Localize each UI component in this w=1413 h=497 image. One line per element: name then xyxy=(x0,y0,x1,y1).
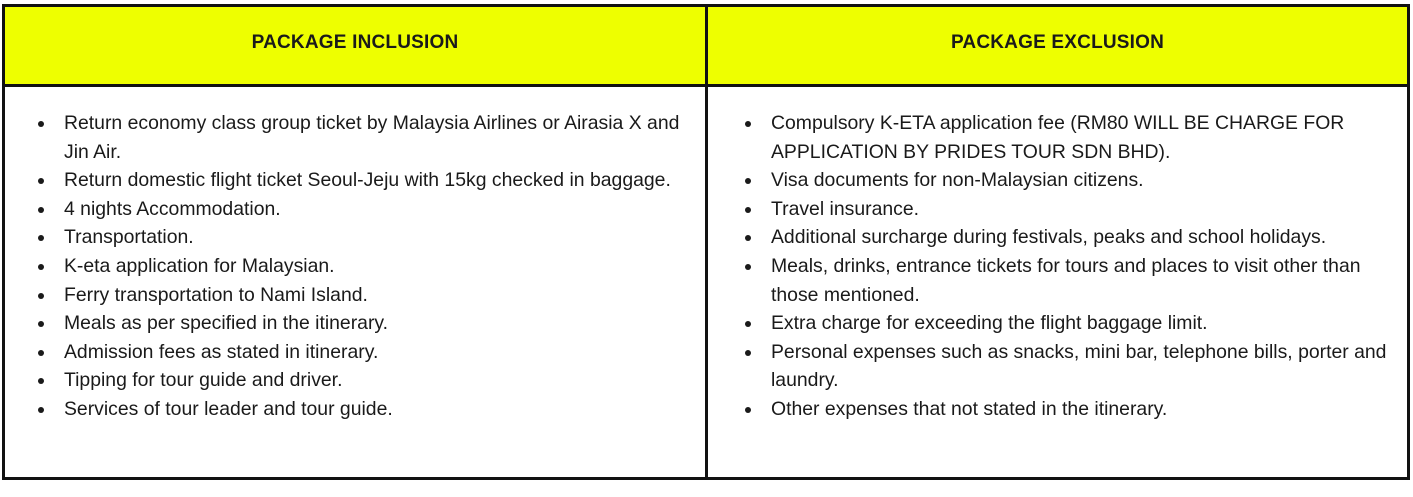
inclusion-body xyxy=(5,87,708,477)
inclusion-list xyxy=(35,109,689,424)
list-item: Transportation. xyxy=(35,223,689,252)
list-item: Return economy class group ticket by Malaysia Airlines or Airasia X and Jin Air. xyxy=(35,109,689,166)
list-item: Personal expenses such as snacks, mini bar, telephone bills, porter and laundry. xyxy=(742,338,1397,395)
exclusion-list xyxy=(742,109,1397,424)
list-item: 4 nights Accommodation. xyxy=(35,195,689,224)
list-item: Services of tour leader and tour guide. xyxy=(35,395,689,424)
list-item: Additional surcharge during festivals, peaks and school holidays. xyxy=(742,223,1397,252)
exclusion-title: PACKAGE EXCLUSION xyxy=(950,31,1165,53)
package-table xyxy=(2,4,1410,480)
list-item: Travel insurance. xyxy=(742,195,1397,224)
list-item: Extra charge for exceeding the flight baggage limit. xyxy=(742,309,1397,338)
list-item: Return domestic flight ticket Seoul-Jeju with 15kg checked in baggage. xyxy=(35,166,689,195)
list-item: K-eta application for Malaysian. xyxy=(35,252,689,281)
exclusion-body xyxy=(708,87,1407,477)
list-item: Meals as per specified in the itinerary. xyxy=(35,309,689,338)
list-item: Admission fees as stated in itinerary. xyxy=(35,338,689,367)
list-item: Visa documents for non-Malaysian citizens. xyxy=(742,166,1397,195)
list-item: Meals, drinks, entrance tickets for tours and places to visit other than those mentioned. xyxy=(742,252,1397,309)
inclusion-title: PACKAGE INCLUSION xyxy=(251,31,459,53)
exclusion-header xyxy=(708,7,1407,87)
inclusion-header xyxy=(5,7,708,87)
list-item: Ferry transportation to Nami Island. xyxy=(35,281,689,310)
list-item: Compulsory K-ETA application fee (RM80 WILL BE CHARGE FOR APPLICATION BY PRIDES TOUR SDN BHD). xyxy=(742,109,1397,166)
list-item: Tipping for tour guide and driver. xyxy=(35,366,689,395)
list-item: Other expenses that not stated in the itinerary. xyxy=(742,395,1397,424)
